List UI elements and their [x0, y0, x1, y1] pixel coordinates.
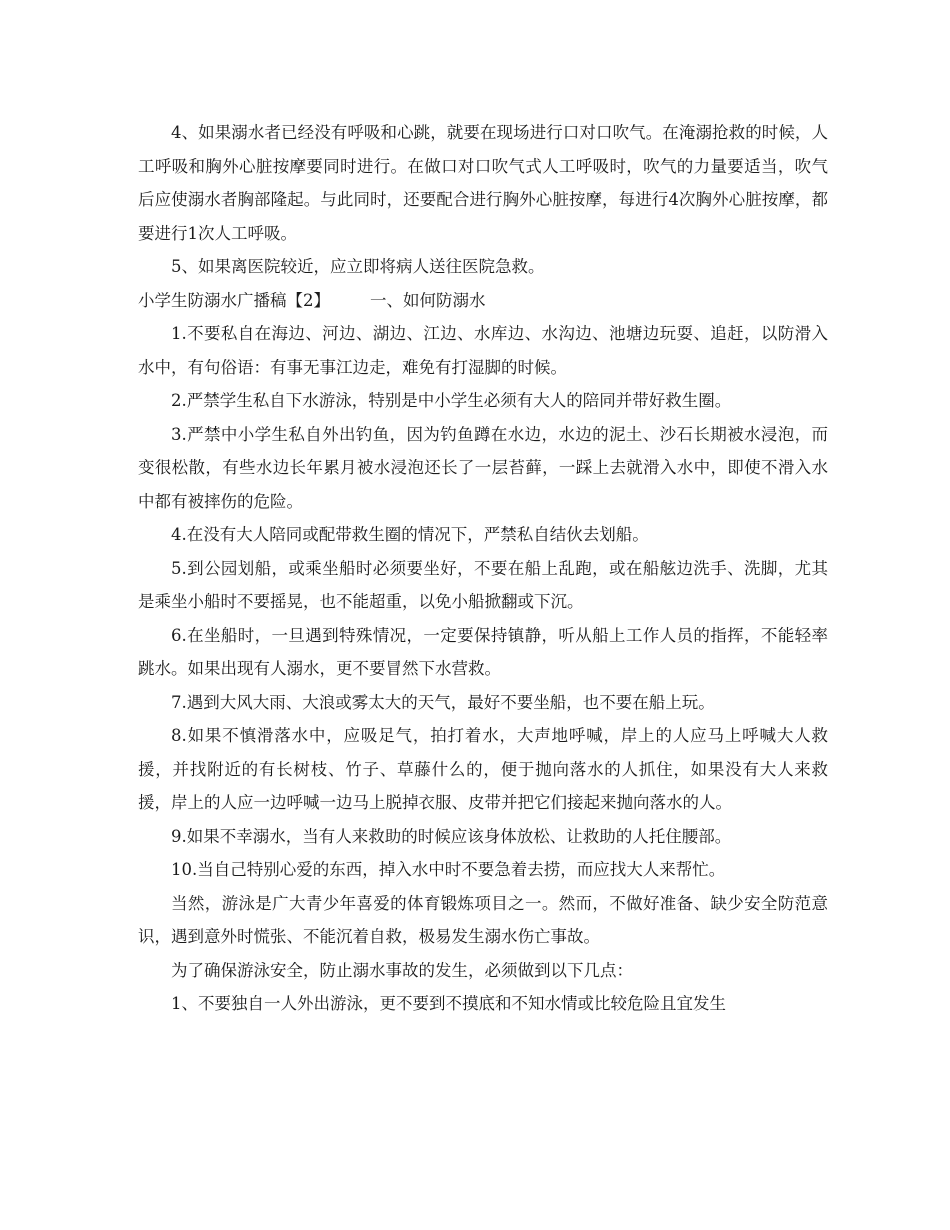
paragraph-swimming-intro: 当然，游泳是广大青少年喜爱的体育锻炼项目之一。然而，不做好准备、缺少安全防范意识，遇到意外时慌张、不能沉着自救，极易发生溺水伤亡事故。 — [138, 893, 828, 946]
paragraph-item-8: 8.如果不慎滑落水中，应吸足气，拍打着水，大声地呼喊，岸上的人应马上呼喊大人救援，并找附近的有长树枝、竹子、草藤什么的，便于抛向落水的人抓住，如果没有大人来救援，岸上的人应一边呼喊一边马上脱掉衣服、皮带并把它们接起来抛向落水的人。 — [138, 726, 828, 812]
paragraph-item-9: 9.如果不幸溺水，当有人来救助的时候应该身体放松、让救助的人托住腰部。 — [171, 826, 732, 846]
document-body — [138, 116, 828, 1021]
section-title: 一、如何防溺水 — [370, 290, 486, 310]
paragraph-item-6: 6.在坐船时，一旦遇到特殊情况，一定要保持镇静，听从船上工作人员的指挥，不能轻率跳水。如果出现有人溺水，更不要冒然下水营救。 — [138, 625, 828, 678]
paragraph-safety-points-intro: 为了确保游泳安全，防止溺水事故的发生，必须做到以下几点： — [171, 960, 633, 980]
paragraph-safety-point-1: 1、不要独自一人外出游泳，更不要到不摸底和不知水情或比较危险且宜发生 — [171, 994, 726, 1013]
paragraph-cpr: 4、如果溺水者已经没有呼吸和心跳，就要在现场进行口对口吹气。在淹溺抢救的时候，人工呼吸和胸外心脏按摩要同时进行。在做口对口吹气式人工呼吸时，吹气的力量要适当，吹气后应使溺水者胸部隆起。与此同时，还要配合进行胸外心脏按摩，每进行4次胸外心脏按摩，都要进行1次人工呼吸。 — [138, 123, 828, 243]
paragraph-item-1: 1.不要私自在海边、河边、湖边、江边、水库边、水沟边、池塘边玩耍、追赶，以防滑入水中，有句俗语：有事无事江边走，难免有打湿脚的时候。 — [138, 324, 828, 377]
broadcast-title: 小学生防溺水广播稿【2】 — [138, 290, 330, 310]
paragraph-item-2: 2.严禁学生私自下水游泳，特别是中小学生必须有大人的陪同并带好救生圈。 — [171, 391, 732, 410]
paragraph-item-4: 4.在没有大人陪同或配带救生圈的情况下，严禁私自结伙去划船。 — [171, 525, 649, 544]
section-heading-line — [138, 284, 828, 318]
paragraph-hospital: 5、如果离医院较近，应立即将病人送往医院急救。 — [171, 257, 545, 276]
paragraph-item-5: 5.到公园划船，或乘坐船时必须要坐好，不要在船上乱跑，或在船舷边洗手、洗脚，尤其是乘坐小船时不要摇晃，也不能超重，以免小船掀翻或下沉。 — [138, 558, 828, 611]
paragraph-item-7: 7.遇到大风大雨、大浪或雾太大的天气，最好不要坐船，也不要在船上玩。 — [171, 692, 715, 712]
paragraph-item-3: 3.严禁中小学生私自外出钓鱼，因为钓鱼蹲在水边，水边的泥土、沙石长期被水浸泡，而变很松散，有些水边长年累月被水浸泡还长了一层苔藓，一踩上去就滑入水中，即使不滑入水中都有被摔伤的危险。 — [138, 424, 828, 511]
paragraph-item-10: 10.当自己特别心爱的东西，掉入水中时不要急着去捞，而应找大人来帮忙。 — [171, 860, 726, 879]
